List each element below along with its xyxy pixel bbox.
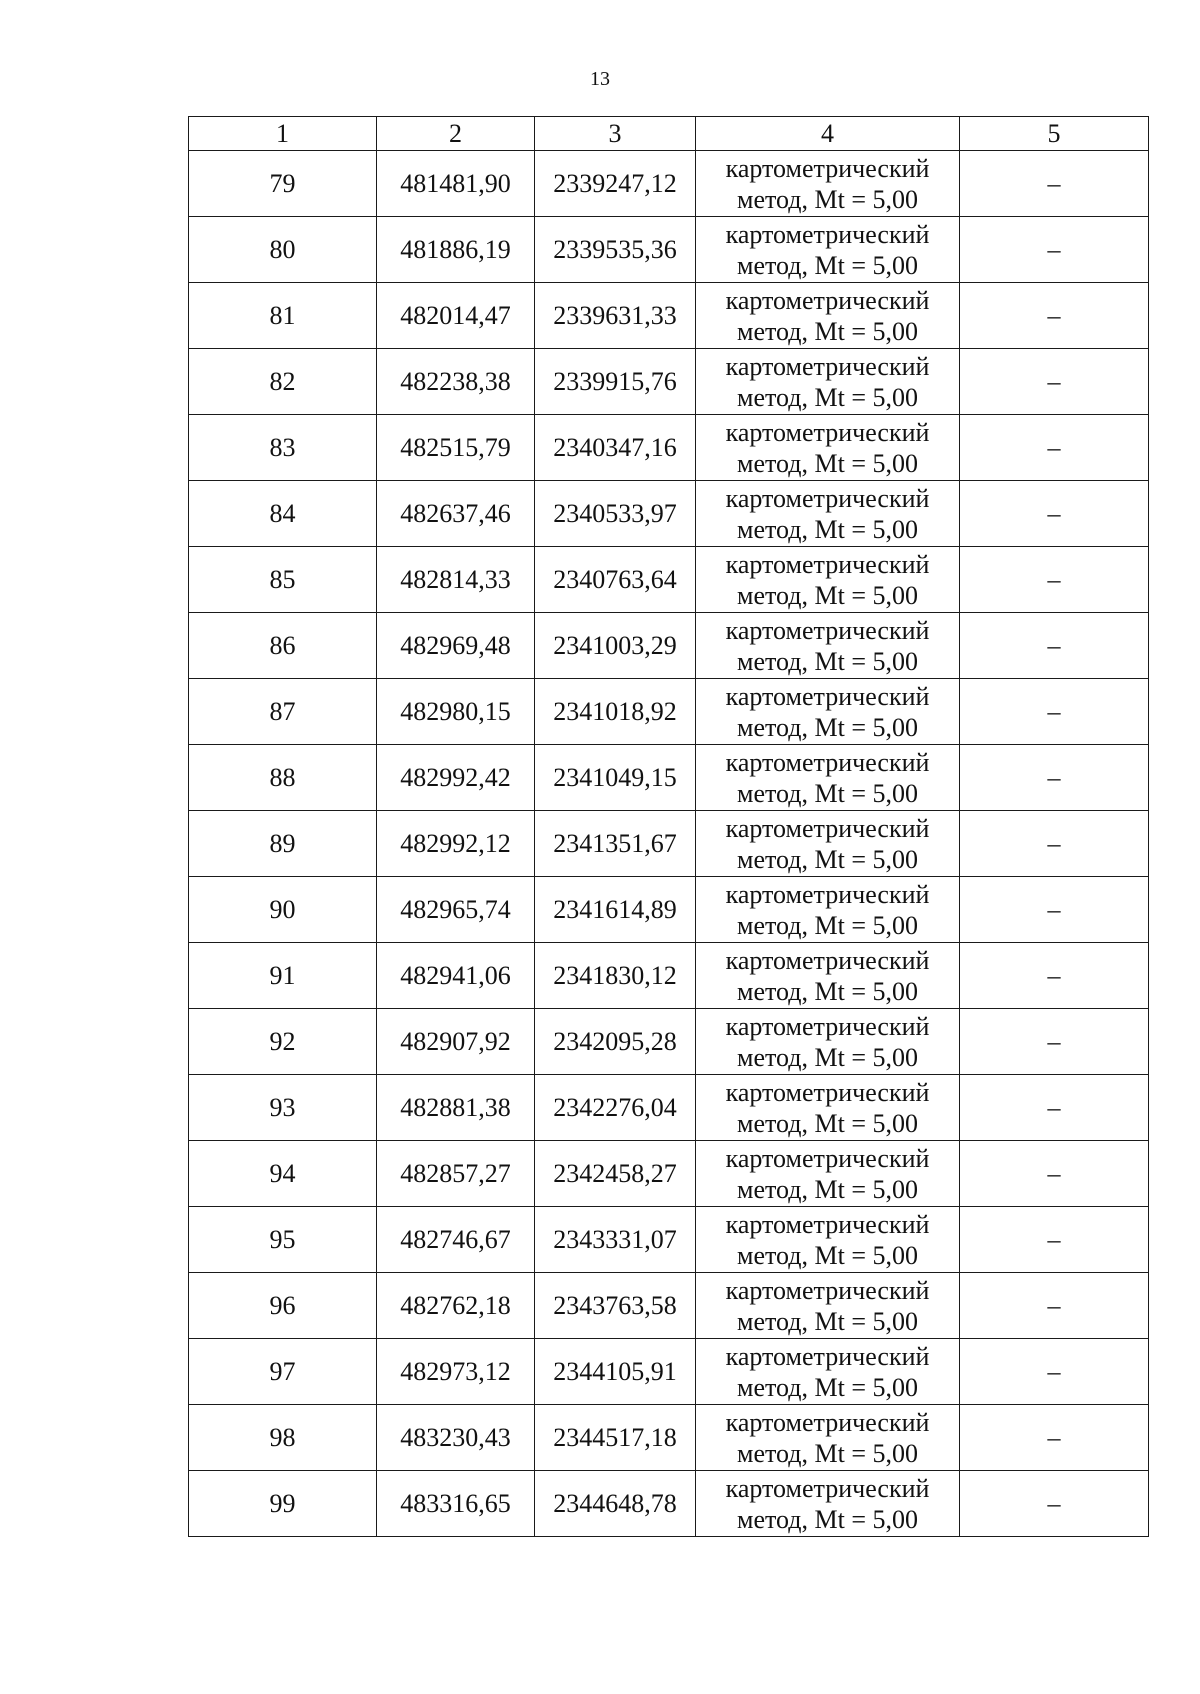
- method-name: картометрический: [725, 1473, 930, 1503]
- note-cell: –: [960, 217, 1149, 283]
- method-cell: [696, 415, 960, 481]
- point-number-cell: 86: [189, 613, 377, 679]
- method-cell: [696, 1471, 960, 1537]
- method-accuracy: метод, Mt = 5,00: [737, 1438, 918, 1468]
- method-accuracy: метод, Mt = 5,00: [737, 1504, 918, 1534]
- x-coordinate-cell: 482992,42: [377, 745, 535, 811]
- y-coordinate-cell: 2342458,27: [535, 1141, 696, 1207]
- method-name: картометрический: [725, 1011, 930, 1041]
- method-accuracy: метод, Mt = 5,00: [737, 844, 918, 874]
- method-cell: [696, 1141, 960, 1207]
- table-row: [189, 1405, 1149, 1471]
- table-row: [189, 481, 1149, 547]
- y-coordinate-cell: 2339247,12: [535, 151, 696, 217]
- method-cell: [696, 547, 960, 613]
- method-accuracy: метод, Mt = 5,00: [737, 778, 918, 808]
- method-accuracy: метод, Mt = 5,00: [737, 1372, 918, 1402]
- method-name: картометрический: [725, 417, 930, 447]
- y-coordinate-cell: 2339535,36: [535, 217, 696, 283]
- method-accuracy: метод, Mt = 5,00: [737, 1042, 918, 1072]
- point-number-cell: 91: [189, 943, 377, 1009]
- note-cell: –: [960, 1471, 1149, 1537]
- method-name: картометрический: [725, 1209, 930, 1239]
- note-cell: –: [960, 1207, 1149, 1273]
- table-row: [189, 283, 1149, 349]
- point-number-cell: 92: [189, 1009, 377, 1075]
- method-accuracy: метод, Mt = 5,00: [737, 1306, 918, 1336]
- column-header-1: 1: [189, 117, 377, 151]
- point-number-cell: 93: [189, 1075, 377, 1141]
- method-accuracy: метод, Mt = 5,00: [737, 448, 918, 478]
- method-name: картометрический: [725, 945, 930, 975]
- table-header-row: [189, 117, 1149, 151]
- note-cell: –: [960, 613, 1149, 679]
- x-coordinate-cell: 482980,15: [377, 679, 535, 745]
- method-cell: [696, 349, 960, 415]
- point-number-cell: 98: [189, 1405, 377, 1471]
- point-number-cell: 83: [189, 415, 377, 481]
- point-number-cell: 88: [189, 745, 377, 811]
- note-cell: –: [960, 547, 1149, 613]
- x-coordinate-cell: 482941,06: [377, 943, 535, 1009]
- method-name: картометрический: [725, 1077, 930, 1107]
- table-row: [189, 415, 1149, 481]
- y-coordinate-cell: 2341003,29: [535, 613, 696, 679]
- table-row: [189, 1141, 1149, 1207]
- point-number-cell: 80: [189, 217, 377, 283]
- method-accuracy: метод, Mt = 5,00: [737, 712, 918, 742]
- method-accuracy: метод, Mt = 5,00: [737, 580, 918, 610]
- y-coordinate-cell: 2343331,07: [535, 1207, 696, 1273]
- x-coordinate-cell: 482515,79: [377, 415, 535, 481]
- note-cell: –: [960, 745, 1149, 811]
- method-accuracy: метод, Mt = 5,00: [737, 646, 918, 676]
- method-cell: [696, 943, 960, 1009]
- y-coordinate-cell: 2344517,18: [535, 1405, 696, 1471]
- table-row: [189, 811, 1149, 877]
- note-cell: –: [960, 1075, 1149, 1141]
- method-name: картометрический: [725, 813, 930, 843]
- table-row: [189, 613, 1149, 679]
- table-row: [189, 1075, 1149, 1141]
- y-coordinate-cell: 2341614,89: [535, 877, 696, 943]
- x-coordinate-cell: 481481,90: [377, 151, 535, 217]
- y-coordinate-cell: 2341351,67: [535, 811, 696, 877]
- y-coordinate-cell: 2342276,04: [535, 1075, 696, 1141]
- point-number-cell: 96: [189, 1273, 377, 1339]
- method-accuracy: метод, Mt = 5,00: [737, 184, 918, 214]
- point-number-cell: 90: [189, 877, 377, 943]
- method-cell: [696, 679, 960, 745]
- table-row: [189, 1273, 1149, 1339]
- table-row: [189, 151, 1149, 217]
- method-accuracy: метод, Mt = 5,00: [737, 1108, 918, 1138]
- x-coordinate-cell: 482637,46: [377, 481, 535, 547]
- method-cell: [696, 1207, 960, 1273]
- point-number-cell: 87: [189, 679, 377, 745]
- method-cell: [696, 1273, 960, 1339]
- note-cell: –: [960, 283, 1149, 349]
- table-row: [189, 943, 1149, 1009]
- method-cell: [696, 1339, 960, 1405]
- point-number-cell: 79: [189, 151, 377, 217]
- note-cell: –: [960, 151, 1149, 217]
- x-coordinate-cell: 482746,67: [377, 1207, 535, 1273]
- table-row: [189, 547, 1149, 613]
- method-name: картометрический: [725, 1341, 930, 1371]
- method-name: картометрический: [725, 1275, 930, 1305]
- x-coordinate-cell: 483316,65: [377, 1471, 535, 1537]
- point-number-cell: 94: [189, 1141, 377, 1207]
- column-header-3: 3: [535, 117, 696, 151]
- method-name: картометрический: [725, 681, 930, 711]
- note-cell: –: [960, 1273, 1149, 1339]
- method-cell: [696, 1405, 960, 1471]
- method-accuracy: метод, Mt = 5,00: [737, 382, 918, 412]
- x-coordinate-cell: 483230,43: [377, 1405, 535, 1471]
- note-cell: –: [960, 877, 1149, 943]
- method-accuracy: метод, Mt = 5,00: [737, 514, 918, 544]
- method-name: картометрический: [725, 351, 930, 381]
- x-coordinate-cell: 481886,19: [377, 217, 535, 283]
- method-cell: [696, 283, 960, 349]
- y-coordinate-cell: 2341018,92: [535, 679, 696, 745]
- x-coordinate-cell: 482238,38: [377, 349, 535, 415]
- method-name: картометрический: [725, 615, 930, 645]
- column-header-5: 5: [960, 117, 1149, 151]
- table-row: [189, 1009, 1149, 1075]
- table-row: [189, 679, 1149, 745]
- note-cell: –: [960, 349, 1149, 415]
- note-cell: –: [960, 1009, 1149, 1075]
- method-accuracy: метод, Mt = 5,00: [737, 1174, 918, 1204]
- y-coordinate-cell: 2341830,12: [535, 943, 696, 1009]
- y-coordinate-cell: 2342095,28: [535, 1009, 696, 1075]
- point-number-cell: 85: [189, 547, 377, 613]
- x-coordinate-cell: 482881,38: [377, 1075, 535, 1141]
- method-name: картометрический: [725, 1143, 930, 1173]
- x-coordinate-cell: 482857,27: [377, 1141, 535, 1207]
- table-row: [189, 217, 1149, 283]
- method-cell: [696, 613, 960, 679]
- y-coordinate-cell: 2339631,33: [535, 283, 696, 349]
- method-accuracy: метод, Mt = 5,00: [737, 1240, 918, 1270]
- method-cell: [696, 151, 960, 217]
- table-row: [189, 349, 1149, 415]
- method-accuracy: метод, Mt = 5,00: [737, 976, 918, 1006]
- x-coordinate-cell: 482907,92: [377, 1009, 535, 1075]
- x-coordinate-cell: 482814,33: [377, 547, 535, 613]
- x-coordinate-cell: 482762,18: [377, 1273, 535, 1339]
- note-cell: –: [960, 679, 1149, 745]
- method-name: картометрический: [725, 549, 930, 579]
- method-name: картометрический: [725, 285, 930, 315]
- x-coordinate-cell: 482969,48: [377, 613, 535, 679]
- x-coordinate-cell: 482014,47: [377, 283, 535, 349]
- method-cell: [696, 217, 960, 283]
- point-number-cell: 81: [189, 283, 377, 349]
- method-cell: [696, 481, 960, 547]
- method-cell: [696, 1075, 960, 1141]
- note-cell: –: [960, 943, 1149, 1009]
- y-coordinate-cell: 2341049,15: [535, 745, 696, 811]
- point-number-cell: 84: [189, 481, 377, 547]
- table-body: [189, 151, 1149, 1537]
- y-coordinate-cell: 2344105,91: [535, 1339, 696, 1405]
- y-coordinate-cell: 2340533,97: [535, 481, 696, 547]
- coordinates-table: [188, 116, 1149, 1537]
- method-cell: [696, 811, 960, 877]
- note-cell: –: [960, 1141, 1149, 1207]
- x-coordinate-cell: 482992,12: [377, 811, 535, 877]
- table-row: [189, 877, 1149, 943]
- y-coordinate-cell: 2340347,16: [535, 415, 696, 481]
- table-row: [189, 1471, 1149, 1537]
- method-cell: [696, 1009, 960, 1075]
- table-row: [189, 745, 1149, 811]
- note-cell: –: [960, 1339, 1149, 1405]
- method-accuracy: метод, Mt = 5,00: [737, 910, 918, 940]
- method-name: картометрический: [725, 153, 930, 183]
- note-cell: –: [960, 415, 1149, 481]
- x-coordinate-cell: 482965,74: [377, 877, 535, 943]
- method-name: картометрический: [725, 483, 930, 513]
- point-number-cell: 89: [189, 811, 377, 877]
- x-coordinate-cell: 482973,12: [377, 1339, 535, 1405]
- method-cell: [696, 745, 960, 811]
- y-coordinate-cell: 2343763,58: [535, 1273, 696, 1339]
- point-number-cell: 99: [189, 1471, 377, 1537]
- y-coordinate-cell: 2340763,64: [535, 547, 696, 613]
- note-cell: –: [960, 811, 1149, 877]
- note-cell: –: [960, 481, 1149, 547]
- y-coordinate-cell: 2344648,78: [535, 1471, 696, 1537]
- y-coordinate-cell: 2339915,76: [535, 349, 696, 415]
- method-cell: [696, 877, 960, 943]
- column-header-4: 4: [696, 117, 960, 151]
- table-row: [189, 1207, 1149, 1273]
- note-cell: –: [960, 1405, 1149, 1471]
- point-number-cell: 97: [189, 1339, 377, 1405]
- method-name: картометрический: [725, 219, 930, 249]
- point-number-cell: 82: [189, 349, 377, 415]
- method-name: картометрический: [725, 879, 930, 909]
- method-accuracy: метод, Mt = 5,00: [737, 316, 918, 346]
- method-name: картометрический: [725, 747, 930, 777]
- method-accuracy: метод, Mt = 5,00: [737, 250, 918, 280]
- page-number: 13: [590, 68, 610, 90]
- point-number-cell: 95: [189, 1207, 377, 1273]
- table-row: [189, 1339, 1149, 1405]
- column-header-2: 2: [377, 117, 535, 151]
- method-name: картометрический: [725, 1407, 930, 1437]
